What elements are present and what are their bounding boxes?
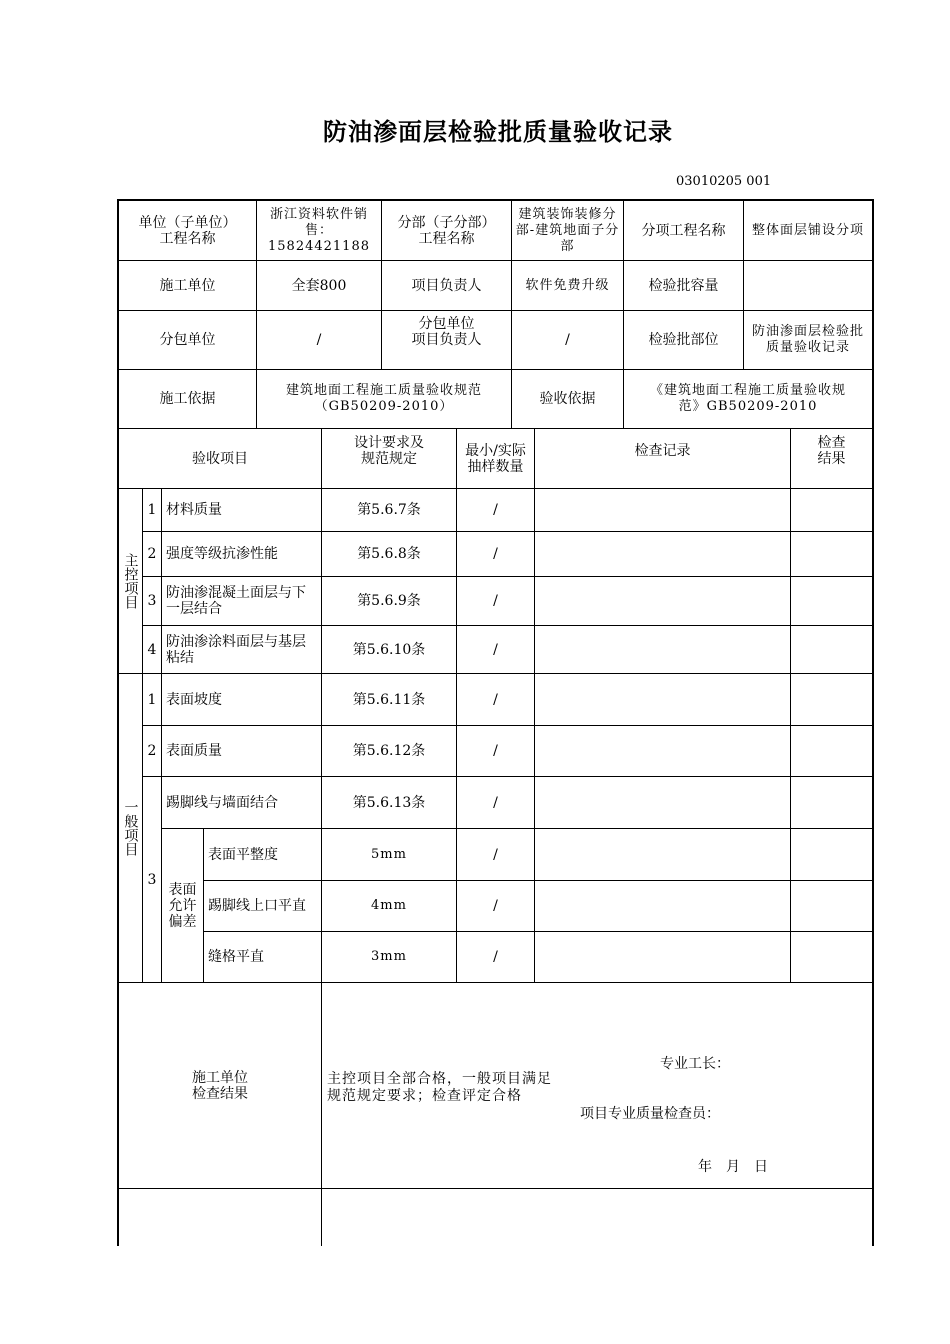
col-result-header: 检查 结果: [791, 429, 872, 489]
date-label: 年 月 日: [698, 1159, 768, 1175]
tolerance-item-result[interactable]: [791, 932, 872, 983]
part-label: 检验批部位: [624, 311, 744, 370]
main-item-name: 强度等级抗渗性能: [162, 532, 322, 577]
capacity-value: [744, 261, 872, 311]
constructor-value: 全套800: [257, 261, 382, 311]
main-item-no: 3: [143, 577, 162, 626]
page-title: 防油渗面层检验批质量验收记录: [323, 118, 673, 146]
item-value: 整体面层铺设分项: [744, 201, 872, 261]
main-item-requirement: 第5.6.9条: [322, 577, 457, 626]
unit-value: 浙江资料软件销售： 15824421188: [257, 201, 382, 261]
col-record-header: 检查记录: [535, 429, 791, 489]
main-item-result[interactable]: [791, 626, 872, 674]
part-value: 防油渗面层检验批质量验收记录: [744, 311, 872, 370]
tolerance-item-sample: /: [457, 829, 535, 881]
main-item-name: 材料质量: [162, 489, 322, 532]
tolerance-item-result[interactable]: [791, 829, 872, 881]
general-item-record[interactable]: [535, 726, 791, 777]
main-item-record[interactable]: [535, 532, 791, 577]
tolerance-item-sample: /: [457, 881, 535, 932]
general-item-name: 踢脚线与墙面结合: [162, 777, 322, 829]
item-label: 分项工程名称: [624, 201, 744, 261]
general-item-requirement: 第5.6.12条: [322, 726, 457, 777]
result-section-label: 施工单位 检查结果: [119, 983, 322, 1189]
main-item-sample: /: [457, 626, 535, 674]
acceptance-basis-value: 《建筑地面工程施工质量验收规范》GB50209-2010: [624, 370, 872, 429]
basis-value: 建筑地面工程施工质量验收规范（GB50209-2010）: [257, 370, 512, 429]
general-item-sample: /: [457, 726, 535, 777]
general-item-result[interactable]: [791, 777, 872, 829]
main-item-name: 防油渗混凝土面层与下一层结合: [162, 577, 322, 626]
tolerance-group-label: 表面允许偏差: [162, 829, 204, 983]
tolerance-item-record[interactable]: [535, 881, 791, 932]
general-item-name: 表面坡度: [162, 674, 322, 726]
col-requirement-header: 设计要求及 规范规定: [322, 429, 457, 489]
main-control-group-label: 主控项目: [119, 489, 143, 674]
main-item-sample: /: [457, 532, 535, 577]
inspection-table: [117, 199, 874, 1246]
tolerance-item-requirement: 4mm: [322, 881, 457, 932]
col-sample-header: 最小/实际 抽样数量: [457, 429, 535, 489]
main-item-result[interactable]: [791, 489, 872, 532]
general-item-requirement: 第5.6.13条: [322, 777, 457, 829]
project-manager-value: 软件免费升级: [512, 261, 624, 311]
document-code: 03010205 001: [676, 174, 772, 189]
next-section-body: [322, 1189, 872, 1246]
subdivision-value: 建筑装饰装修分部-建筑地面子分部: [512, 201, 624, 261]
general-group-label: 一般项目: [119, 674, 143, 983]
main-item-sample: /: [457, 577, 535, 626]
basis-label: 施工依据: [119, 370, 257, 429]
sub-pm-value: /: [512, 311, 624, 370]
main-item-no: 1: [143, 489, 162, 532]
tolerance-item-name: 踢脚线上口平直: [204, 881, 322, 932]
project-manager-label: 项目负责人: [382, 261, 512, 311]
main-item-no: 2: [143, 532, 162, 577]
main-item-sample: /: [457, 489, 535, 532]
acceptance-basis-label: 验收依据: [512, 370, 624, 429]
tolerance-item-requirement: 5mm: [322, 829, 457, 881]
tolerance-item-record[interactable]: [535, 932, 791, 983]
general-item-record[interactable]: [535, 674, 791, 726]
tolerance-item-sample: /: [457, 932, 535, 983]
tolerance-item-requirement: 3mm: [322, 932, 457, 983]
subcontractor-label: 分包单位: [119, 311, 257, 370]
main-item-result[interactable]: [791, 577, 872, 626]
result-conclusion: 主控项目全部合格，一般项目满足规范规定要求；检查评定合格: [327, 1071, 552, 1104]
col-item-header: 验收项目: [119, 429, 322, 489]
general-item-requirement: 第5.6.11条: [322, 674, 457, 726]
tolerance-item-name: 表面平整度: [204, 829, 322, 881]
subdivision-label: 分部（子分部） 工程名称: [382, 201, 512, 261]
main-item-record[interactable]: [535, 626, 791, 674]
tolerance-item-name: 缝格平直: [204, 932, 322, 983]
general-item-record[interactable]: [535, 777, 791, 829]
general-item-sample: /: [457, 777, 535, 829]
capacity-label: 检验批容量: [624, 261, 744, 311]
general-item-no: 3: [143, 777, 162, 983]
main-item-name: 防油渗涂料面层与基层粘结: [162, 626, 322, 674]
inspector-signature-label: 项目专业质量检查员：: [580, 1106, 720, 1122]
main-item-record[interactable]: [535, 489, 791, 532]
general-item-no: 2: [143, 726, 162, 777]
main-item-requirement: 第5.6.10条: [322, 626, 457, 674]
constructor-label: 施工单位: [119, 261, 257, 311]
subcontractor-value: /: [257, 311, 382, 370]
general-item-sample: /: [457, 674, 535, 726]
tolerance-item-record[interactable]: [535, 829, 791, 881]
sub-pm-label: 分包单位 项目负责人: [382, 311, 512, 370]
general-item-result[interactable]: [791, 674, 872, 726]
general-item-no: 1: [143, 674, 162, 726]
main-item-requirement: 第5.6.8条: [322, 532, 457, 577]
unit-label: 单位（子单位） 工程名称: [119, 201, 257, 261]
tolerance-item-result[interactable]: [791, 881, 872, 932]
main-item-record[interactable]: [535, 577, 791, 626]
main-item-requirement: 第5.6.7条: [322, 489, 457, 532]
next-section-label: [119, 1189, 322, 1246]
main-item-no: 4: [143, 626, 162, 674]
general-item-result[interactable]: [791, 726, 872, 777]
general-item-name: 表面质量: [162, 726, 322, 777]
foreman-signature-label: 专业工长：: [660, 1056, 730, 1072]
main-item-result[interactable]: [791, 532, 872, 577]
